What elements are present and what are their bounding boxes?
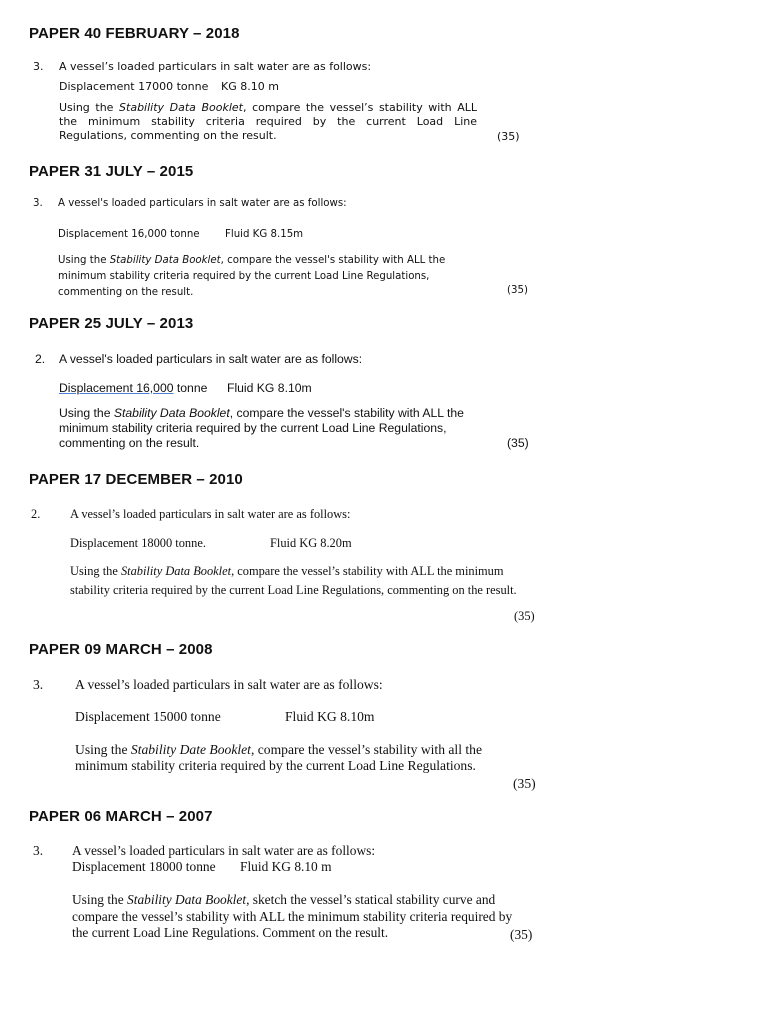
question-intro: A vessel's loaded particulars in salt water are as follows: (58, 198, 347, 209)
booklet-title: Stability Date Booklet (130, 742, 251, 757)
marks: (35) (514, 609, 535, 623)
kg-value: Fluid KG 8.10 m (240, 859, 332, 874)
section-heading: PAPER 25 JULY – 2013 (29, 315, 194, 332)
kg-value: KG 8.10 m (221, 80, 279, 93)
question-body: Using the Stability Date Booklet, compare the vessel’s stability with all the minimum stability criteria required by the current Load Line Regulations. (75, 742, 482, 773)
displacement-value: Displacement 16,000 tonne (58, 229, 200, 240)
marks: (35) (507, 285, 528, 296)
booklet-title: Stability Data Booklet (109, 255, 221, 266)
displacement-value: Displacement 16,000 tonne (59, 381, 208, 395)
kg-value: Fluid KG 8.20m (270, 536, 352, 550)
kg-value: Fluid KG 8.15m (225, 229, 304, 240)
marks: (35) (510, 927, 533, 942)
question-intro: A vessel’s loaded particulars in salt water are as follows: (75, 677, 383, 692)
displacement-value: Displacement 17000 tonne (59, 80, 209, 93)
question-intro: A vessel’s loaded particulars in salt water are as follows: (72, 843, 376, 858)
question-body: Using the Stability Data Booklet, compare the vessel’s stability with ALL the minimum stability criteria required by the current Load Line Regulations, commenting on the result. (70, 564, 517, 597)
marks: (35) (507, 436, 529, 450)
question-intro: A vessel’s loaded particulars in salt water are as follows: (59, 60, 372, 73)
section-heading: PAPER 31 JULY – 2015 (29, 163, 194, 180)
displacement-value: Displacement 18000 tonne (72, 859, 216, 874)
booklet-title: Stability Data Booklet (113, 406, 230, 420)
question-number: 3. (33, 198, 43, 209)
question-intro: A vessel’s loaded particulars in salt water are as follows: (70, 507, 351, 521)
question-number: 2. (35, 352, 46, 366)
question-number: 3. (33, 843, 44, 858)
question-body: Using the Stability Data Booklet, sketch the vessel’s statical stability curve and compare the vessel’s stability with ALL the minimum stability criteria required by the current Load Line Regulations. Comment on the result. (72, 892, 513, 940)
section-heading: PAPER 40 FEBRUARY – 2018 (29, 25, 240, 42)
booklet-title: Stability Data Booklet (127, 892, 247, 907)
kg-value: Fluid KG 8.10m (285, 709, 375, 724)
question-intro: A vessel's loaded particulars in salt water are as follows: (59, 352, 363, 366)
booklet-title: Stability Data Booklet (120, 564, 232, 578)
question-number: 3. (33, 677, 44, 692)
section-heading: PAPER 17 DECEMBER – 2010 (29, 471, 243, 488)
booklet-title: Stability Data Booklet (119, 101, 243, 114)
question-body: Using the Stability Data Booklet, compare the vessel’s stability with ALL the minimum stability criteria required by the current Load Line Regulations, commenting on the result. (59, 101, 478, 142)
marks: (35) (513, 776, 536, 791)
section-heading: PAPER 09 MARCH – 2008 (29, 641, 213, 658)
kg-value: Fluid KG 8.10m (227, 381, 312, 395)
section-heading: PAPER 06 MARCH – 2007 (29, 808, 213, 825)
question-number: 2. (31, 507, 41, 521)
displacement-link[interactable]: Displacement 16,000 (59, 381, 174, 395)
displacement-value: Displacement 15000 tonne (75, 709, 221, 724)
marks: (35) (497, 130, 520, 143)
question-body: Using the Stability Data Booklet, compare the vessel's stability with ALL the minimum stability criteria required by the current Load Line Regulations, commenting on the result. (59, 406, 464, 450)
question-number: 3. (33, 60, 44, 73)
question-body: Using the Stability Data Booklet, compare the vessel's stability with ALL the minimum stability criteria required by the current Load Line Regulations, commenting on the result. (58, 255, 446, 298)
displacement-value: Displacement 18000 tonne. (70, 536, 206, 550)
